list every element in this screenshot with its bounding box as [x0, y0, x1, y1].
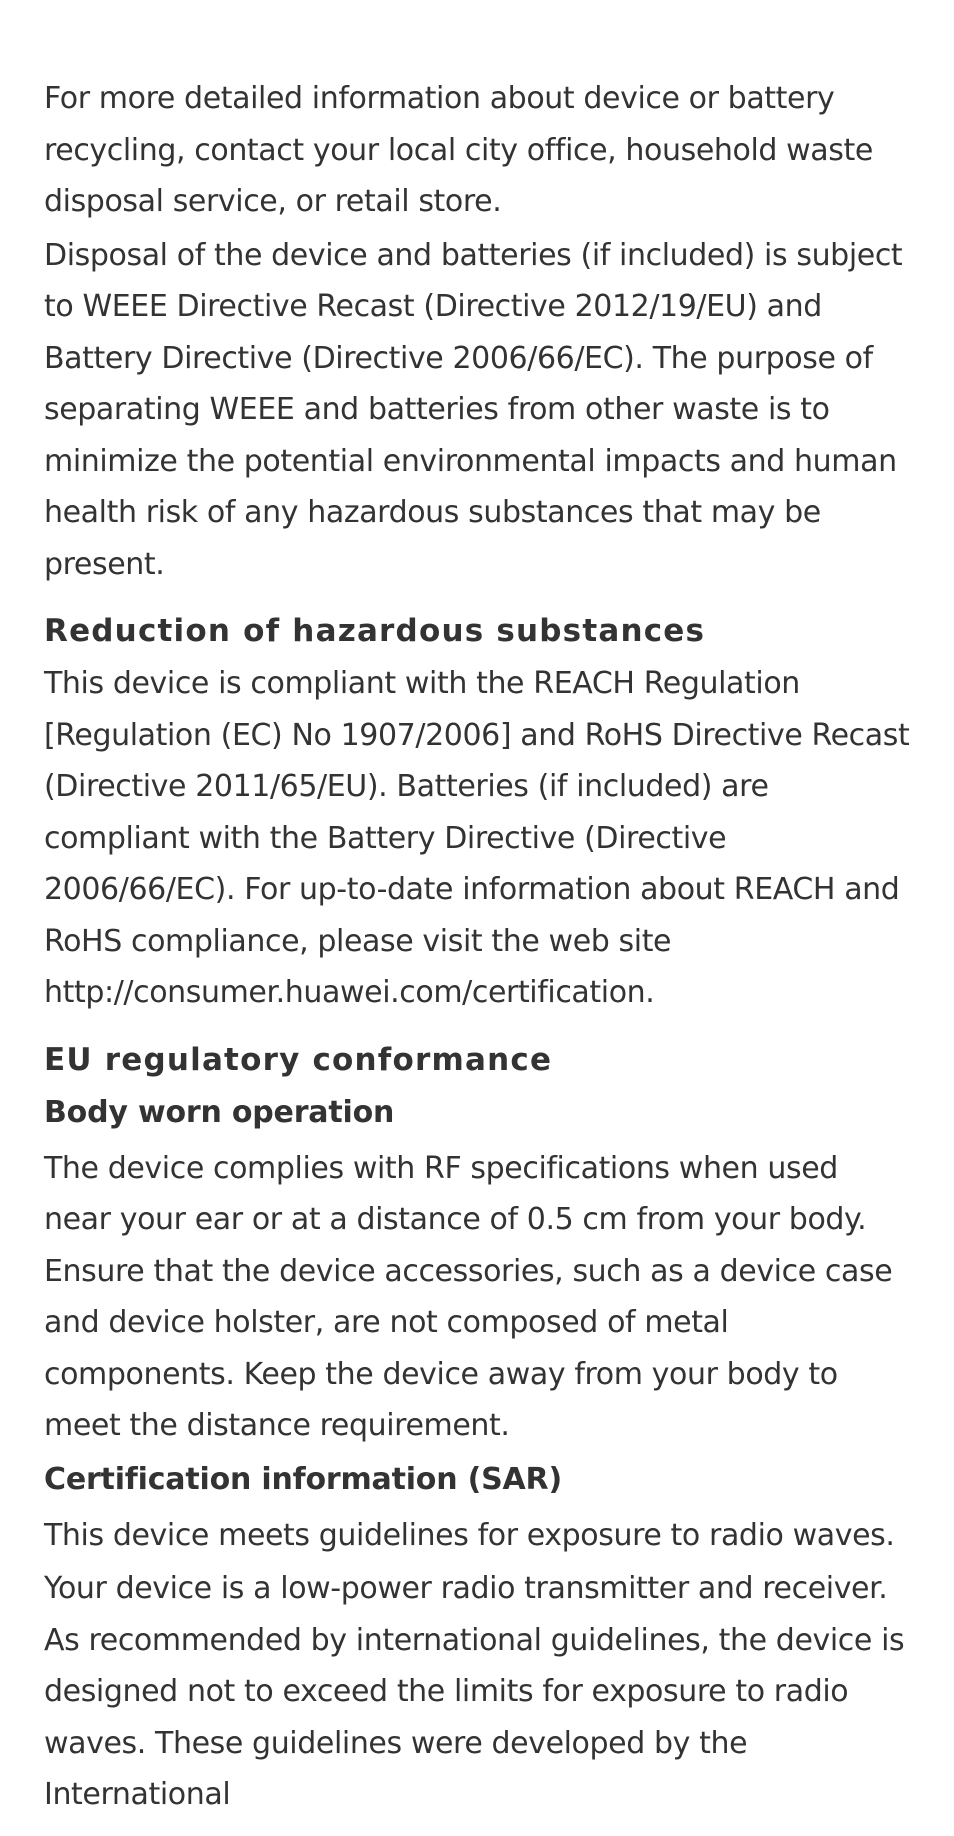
reduction-heading: Reduction of hazardous substances	[44, 613, 706, 649]
reduction-paragraph: This device is compliant with the REACH Regulation [Regulation (EC) No 1907/2006] and RoHS Directive Recast (Directive 2011/65/EU). Batteries (if included) are compliant with the Battery Directive (Directive 2006/66/EC). For up-to-date information about REACH and RoHS compliance, please visit the web site http://consumer.huawei.com/certification.	[44, 666, 910, 1010]
recycling-info-paragraph: For more detailed information about device or battery recycling, contact your local city office, household waste disposal service, or retail store.	[44, 81, 873, 219]
eu-conformance-heading: EU regulatory conformance	[44, 1041, 553, 1078]
body-worn-heading: Body worn operation	[44, 1094, 395, 1130]
sar-paragraph-1: This device meets guidelines for exposure to radio waves.	[44, 1517, 895, 1553]
disposal-directive-paragraph: Disposal of the device and batteries (if included) is subject to WEEE Directive Recast (Directive 2012/19/EU) and Battery Directive (Directive 2006/66/EC). The purpose of separating WEEE and batteries from other waste is to minimize the potential environmental impacts and human health risk of any hazardous substances that may be present.	[44, 237, 903, 582]
sar-paragraph-2: Your device is a low-power radio transmitter and receiver. As recommended by international guidelines, the device is designed not to exceed the limits for exposure to radio waves. These guidelines were developed by the International	[44, 1571, 905, 1812]
sar-heading: Certification information (SAR)	[44, 1461, 562, 1497]
body-worn-paragraph: The device complies with RF specifications when used near your ear or at a distance of 0.5 cm from your body. Ensure that the device accessories, such as a device case and device holster, are not composed of metal components. Keep the device away from your body to meet the distance requirement.	[44, 1150, 893, 1443]
